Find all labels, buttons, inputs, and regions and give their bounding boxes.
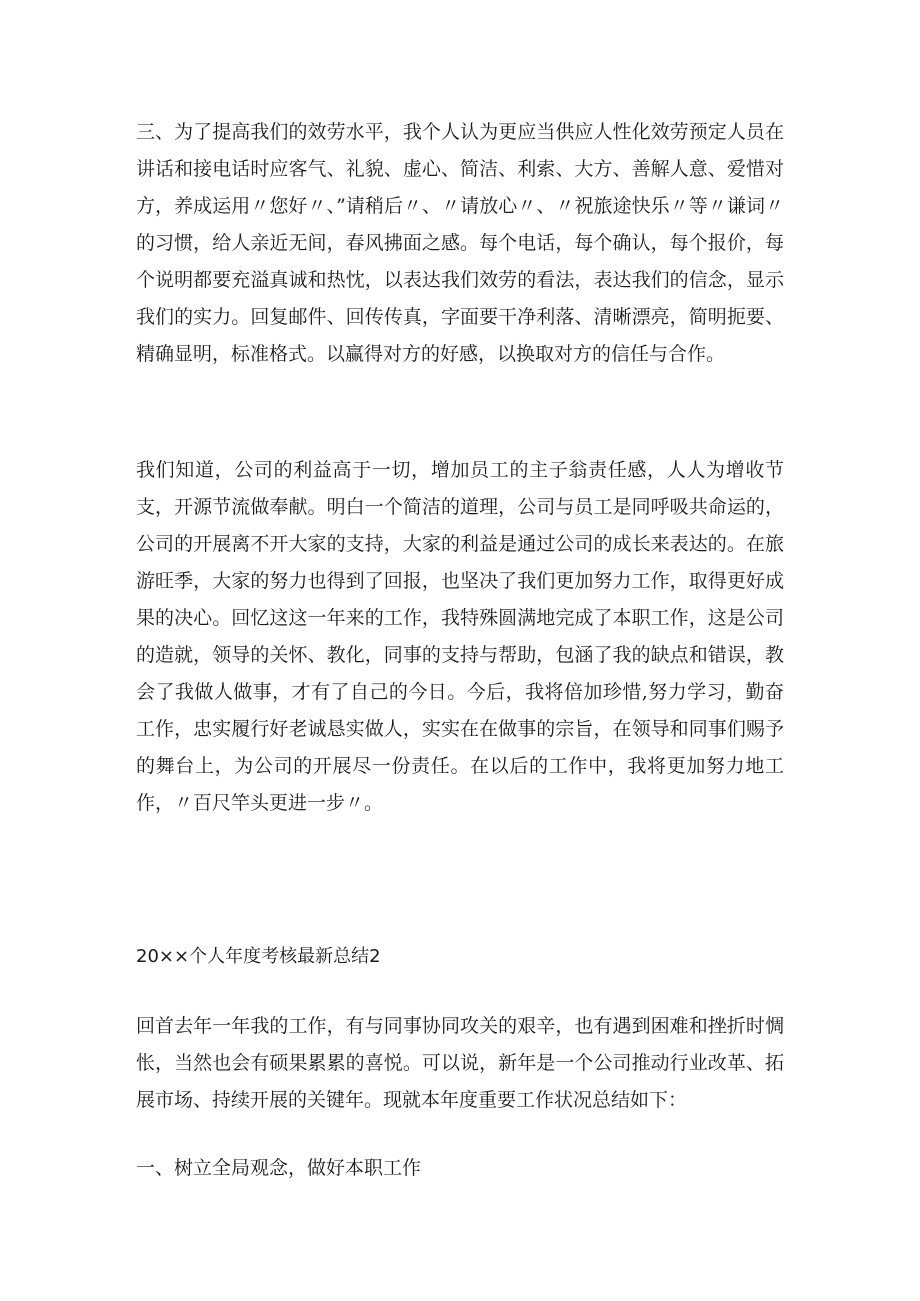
- paragraph-company-interest: 我们知道，公司的利益高于一切，增加员工的主子翁责任感，人人为增收节支，开源节流做奉献。明白一个简洁的道理，公司与员工是同呼吸共命运的，公司的开展离不开大家的支持，大家的利益是通过公司的成长来表达的。在旅游旺季，大家的努力也得到了回报，也坚决了我们更加努力工作，取得更好成果的决心。回忆这这一年来的工作，我特殊圆满地完成了本职工作，这是公司的造就，领导的关怀、教化，同事的支持与帮助，包涵了我的缺点和错误，教会了我做人做事，才有了自己的今日。今后，我将倍加珍惜,努力学习，勤奋工作，忠实履行好老诚恳实做人，实实在在做事的宗旨，在领导和同事们赐予的舞台上，为公司的开展尽一份责任。在以后的工作中，我将更加努力地工作，〃百尺竿头更进一步〃。: [136, 459, 784, 814]
- section-heading: 20××个人年度考核最新总结2: [136, 946, 381, 967]
- subheading-global-view: 一、树立全局观念，做好本职工作: [136, 1157, 422, 1179]
- paragraph-service-improvement: 三、为了提高我们的效劳水平，我个人认为更应当供应人性化效劳预定人员在讲话和接电话时应客气、礼貌、虚心、简洁、利索、大方、善解人意、爱惜对方，养成运用〃您好〃、”请稍后〃、〃请放心〃、〃祝旅途快乐〃等〃谦词〃的习惯，给人亲近无间，春风拂面之感。每个电话，每个确认，每个报价，每个说明都要充溢真诚和热忱，以表达我们效劳的看法，表达我们的信念，显示我们的实力。回复邮件、回传传真，字面要干净利落、清晰漂亮，简明扼要、精确显明，标准格式。以赢得对方的好感，以换取对方的信任与合作。: [136, 121, 784, 365]
- paragraph-year-review: 回首去年一年我的工作，有与同事协同攻关的艰辛，也有遇到困难和挫折时惆怅，当然也会有硕果累累的喜悦。可以说，新年是一个公司推动行业改革、拓展市场、持续开展的关键年。现就本年度重要工作状况总结如下：: [136, 1015, 784, 1111]
